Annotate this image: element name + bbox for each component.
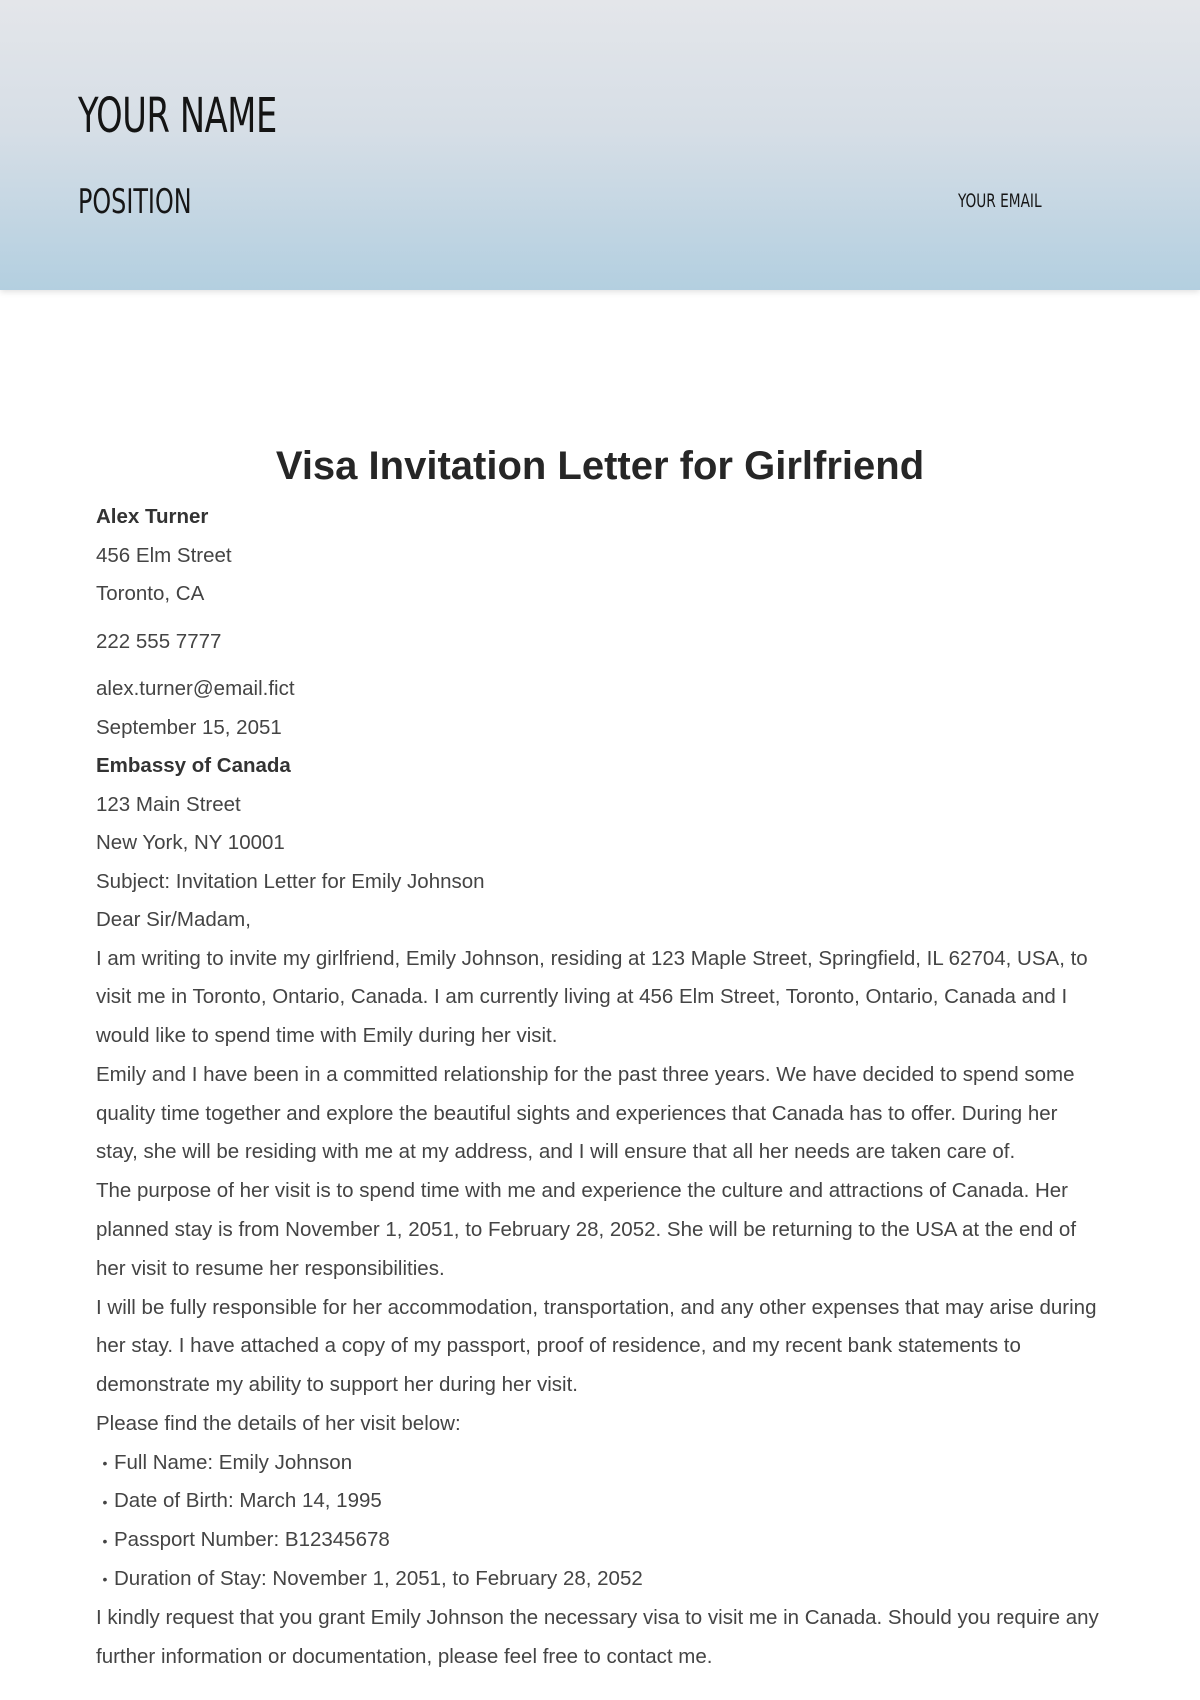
list-item: • Full Name: Emily Johnson [96, 1444, 1104, 1483]
recipient-name: Embassy of Canada [96, 754, 291, 777]
letterhead-email: YOUR EMAIL [958, 190, 1042, 212]
list-item: • Duration of Stay: November 1, 2051, to February 28, 2052 [96, 1560, 1104, 1599]
sender-city: Toronto, CA [96, 582, 205, 605]
details-intro: Please find the details of her visit below: [96, 1412, 461, 1436]
paragraph-closing: I kindly request that you grant Emily Johnson the necessary visa to visit me in Canada. Should you require any further information or documentation, please feel free to contact me. [96, 1605, 1099, 1668]
letter-subject: Subject: Invitation Letter for Emily Johnson [96, 869, 485, 893]
paragraph-relationship: Emily and I have been in a committed relationship for the past three years. We have decided to spend some quality time together and explore the beautiful sights and experiences that Canada has to offer. During her stay, she will be residing with me at my address, and I will ensure that all her needs are taken care of. [96, 1062, 1075, 1164]
list-item: • Date of Birth: March 14, 1995 [96, 1482, 1104, 1521]
sender-phone: 222 555 7777 [96, 629, 222, 653]
letterhead-position: POSITION [78, 182, 192, 222]
paragraph-purpose: The purpose of her visit is to spend time with me and experience the culture and attractions of Canada. Her planned stay is from November 1, 2051, to February 28, 2052. She will be returning to the USA at the end of her visit to resume her responsibilities. [96, 1179, 1077, 1280]
letterhead-banner [0, 0, 1200, 290]
sender-email: alex.turner@email.fict [96, 677, 295, 700]
paragraph-invitation: I am writing to invite my girlfriend, Emily Johnson, residing at 123 Maple Street, Springfield, IL 62704, USA, to visit me in Toronto, Ontario, Canada. I am currently living at 456 Elm Street, Toronto, Ontario, Canada and I would like to spend time with Emily during her visit. [96, 946, 1088, 1048]
list-item: • Passport Number: B12345678 [96, 1521, 1104, 1560]
letter-body [96, 436, 1104, 1676]
sender-name: Alex Turner [96, 505, 209, 528]
letter-title: Visa Invitation Letter for Girlfriend [275, 444, 925, 488]
letterhead-name: YOUR NAME [78, 88, 277, 144]
letter-date: September 15, 2051 [96, 715, 282, 739]
visit-details-list [96, 1444, 1104, 1599]
recipient-street: 123 Main Street [96, 792, 241, 816]
recipient-city: New York, NY 10001 [96, 831, 285, 854]
paragraph-responsibility: I will be fully responsible for her accommodation, transportation, and any other expenses that may arise during her stay. I have attached a copy of my passport, proof of residence, and my recent bank statements to demonstrate my ability to support her during her visit. [96, 1295, 1097, 1397]
letter-salutation: Dear Sir/Madam, [96, 908, 251, 931]
sender-street: 456 Elm Street [96, 543, 232, 567]
